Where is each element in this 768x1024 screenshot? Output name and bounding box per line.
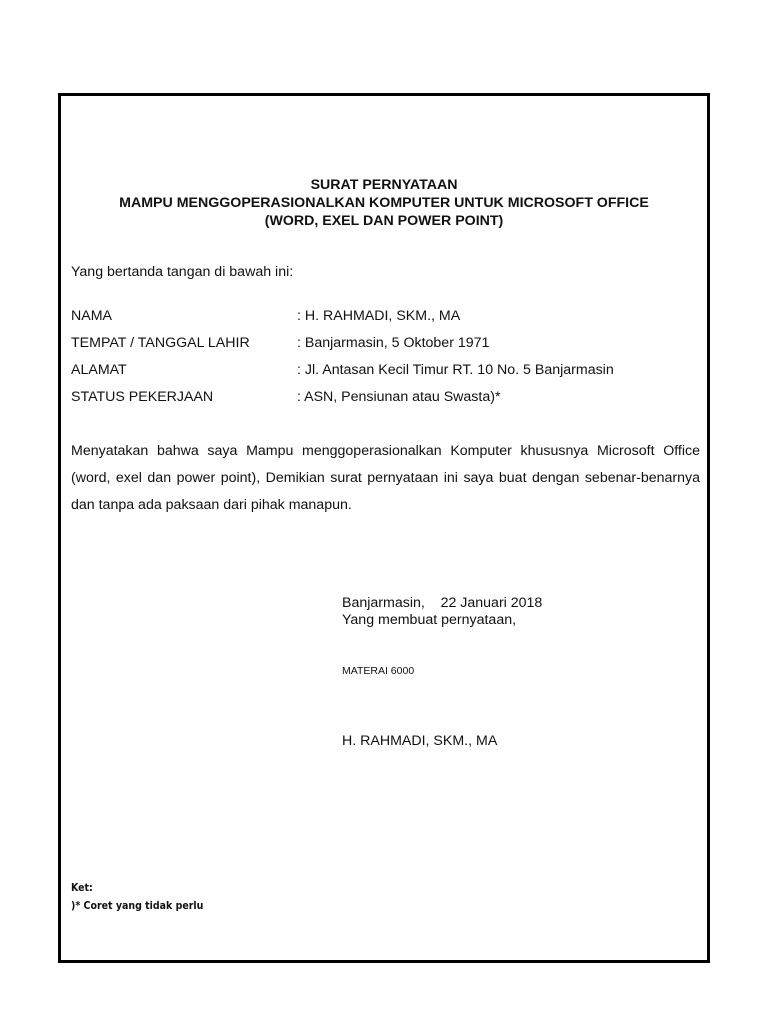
field-alamat (71, 362, 701, 382)
field-label: NAMA (71, 308, 112, 324)
note-title: Ket: (71, 882, 93, 894)
statement-paragraph: Menyatakan bahwa saya Mampu menggoperasionalkan Komputer khususnya Microsoft Office (word, exel dan power point), Demikian surat pernyataan ini saya buat dengan sebenar-benarnya dan tanpa ada paksaan dari pihak manapun. (71, 443, 700, 513)
document-title (61, 176, 707, 230)
title-line-1: SURAT PERNYATAAN (310, 177, 458, 193)
field-label: TEMPAT / TANGGAL LAHIR (71, 335, 250, 351)
field-value: : Banjarmasin, 5 Oktober 1971 (297, 335, 490, 351)
materai-label: MATERAI 6000 (342, 665, 415, 677)
field-value: : ASN, Pensiunan atau Swasta)* (297, 389, 501, 405)
signer-name: H. RAHMADI, SKM., MA (342, 733, 498, 749)
note-text: )* Coret yang tidak perlu (71, 900, 204, 912)
title-line-3: (WORD, EXEL DAN POWER POINT) (264, 213, 504, 229)
field-tempat-tanggal-lahir (71, 335, 701, 355)
field-value: : Jl. Antasan Kecil Timur RT. 10 No. 5 Banjarmasin (297, 362, 614, 378)
field-label: STATUS PEKERJAAN (71, 389, 214, 405)
field-label: ALAMAT (71, 362, 127, 378)
intro-text: Yang bertanda tangan di bawah ini: (71, 264, 294, 280)
document-frame (58, 93, 710, 963)
field-value: : H. RAHMADI, SKM., MA (297, 308, 461, 324)
place-date: Banjarmasin, 22 Januari 2018 (342, 595, 543, 611)
maker-label: Yang membuat pernyataan, (342, 612, 517, 628)
field-status-pekerjaan (71, 389, 701, 409)
title-line-2: MAMPU MENGGOPERASIONALKAN KOMPUTER UNTUK MICROSOFT OFFICE (119, 195, 649, 211)
field-nama (71, 308, 701, 328)
